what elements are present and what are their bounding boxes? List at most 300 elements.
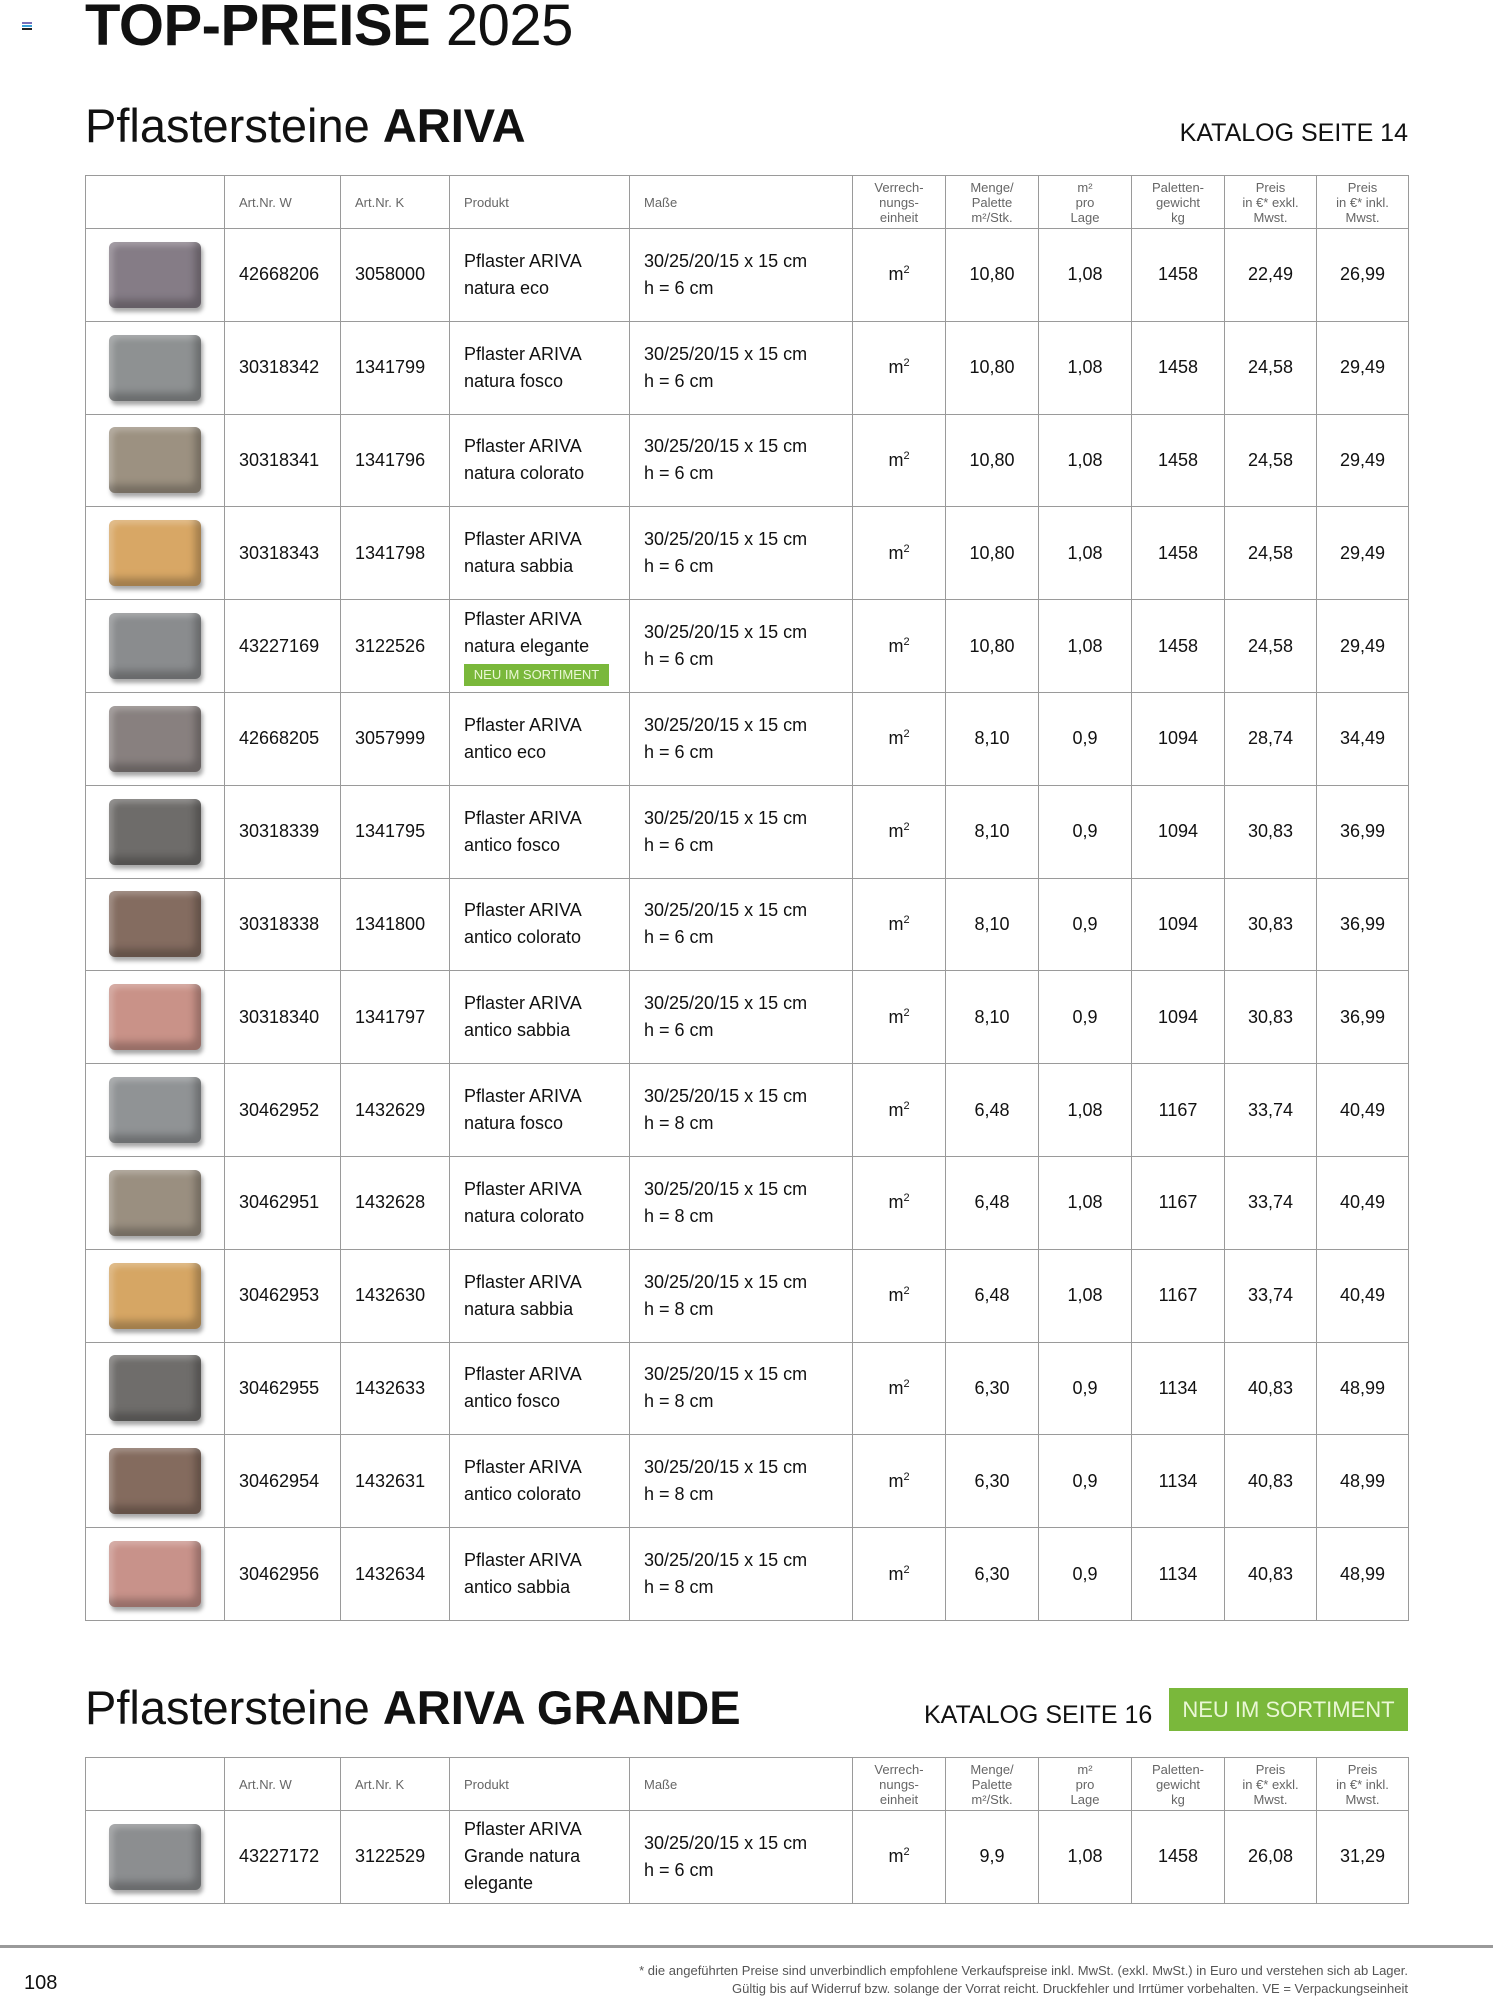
dimensions xyxy=(630,600,853,693)
price-excl-vat: 30,83 xyxy=(1225,971,1317,1064)
price-incl-vat: 36,99 xyxy=(1317,878,1409,971)
column-header: m² pro Lage xyxy=(1039,1758,1132,1811)
art-nr-w: 30462952 xyxy=(225,1064,341,1157)
product-line-2: natura colorato xyxy=(464,1205,585,1226)
price-incl-vat: 29,49 xyxy=(1317,321,1409,414)
unit: $m^2$ xyxy=(853,1811,946,1904)
product-line-2: antico eco xyxy=(464,741,547,762)
art-nr-k: 3057999 xyxy=(341,692,450,785)
price-excl-vat: 40,83 xyxy=(1225,1342,1317,1435)
product-line-1: Pflaster ARIVA xyxy=(464,529,582,550)
quantity-per-pallet: 6,30 xyxy=(946,1528,1039,1621)
page-title xyxy=(85,0,573,58)
column-header: Art.Nr. K xyxy=(341,176,450,229)
price-table-ariva-grande xyxy=(85,1757,1409,1904)
table-header xyxy=(86,176,1409,229)
footer-note-line-1: * die angeführten Preise sind unverbindlich empfohlene Verkaufspreise inkl. MwSt. (exkl. MwSt.) in Euro und verstehen sich ab Lager. xyxy=(639,1963,1408,1978)
product-name xyxy=(450,1156,630,1249)
table-row xyxy=(86,971,1409,1064)
dimensions-size: 30/25/20/15 x 15 cm xyxy=(644,993,808,1014)
column-header: Produkt xyxy=(450,1758,630,1811)
unit: $m^2$ xyxy=(853,1528,946,1621)
table-row xyxy=(86,1156,1409,1249)
m2-per-layer: 0,9 xyxy=(1039,785,1132,878)
art-nr-w: 30318341 xyxy=(225,414,341,507)
dimensions-height: h = 8 cm xyxy=(644,1113,714,1134)
product-line-3: elegante xyxy=(464,1873,534,1894)
dimensions xyxy=(630,1064,853,1157)
price-excl-vat: 33,74 xyxy=(1225,1064,1317,1157)
table-row xyxy=(86,600,1409,693)
paving-stone-image xyxy=(109,1077,201,1143)
unit: $m^2$ xyxy=(853,507,946,600)
product-name xyxy=(450,785,630,878)
price-excl-vat: 22,49 xyxy=(1225,229,1317,322)
table-row xyxy=(86,785,1409,878)
image-header xyxy=(86,176,225,229)
product-image-cell xyxy=(86,1811,225,1904)
art-nr-w: 30462956 xyxy=(225,1528,341,1621)
art-nr-k: 1341796 xyxy=(341,414,450,507)
quantity-per-pallet: 6,48 xyxy=(946,1249,1039,1342)
quantity-per-pallet: 6,48 xyxy=(946,1064,1039,1157)
m2-per-layer: 1,08 xyxy=(1039,1811,1132,1904)
unit: $m^2$ xyxy=(853,229,946,322)
column-header: m² pro Lage xyxy=(1039,176,1132,229)
quantity-per-pallet: 10,80 xyxy=(946,229,1039,322)
m2-per-layer: 1,08 xyxy=(1039,414,1132,507)
section-title-light: Pflastersteine xyxy=(85,1681,370,1734)
dimensions-height: h = 8 cm xyxy=(644,1391,714,1412)
art-nr-k: 1432630 xyxy=(341,1249,450,1342)
table-row xyxy=(86,1435,1409,1528)
product-line-1: Pflaster ARIVA xyxy=(464,1819,582,1840)
product-name xyxy=(450,229,630,322)
column-header: Maße xyxy=(630,176,853,229)
column-header: Produkt xyxy=(450,176,630,229)
dimensions-height: h = 8 cm xyxy=(644,1577,714,1598)
page-number: 108 xyxy=(24,1972,58,1994)
paving-stone-image xyxy=(109,1824,201,1890)
section-title-light: Pflastersteine xyxy=(85,99,370,152)
product-line-2: antico colorato xyxy=(464,927,582,948)
product-name xyxy=(450,878,630,971)
paving-stone-image xyxy=(109,706,201,772)
pallet-weight: 1134 xyxy=(1132,1435,1225,1528)
dimensions-height: h = 8 cm xyxy=(644,1484,714,1505)
product-line-2: natura fosco xyxy=(464,370,564,391)
art-nr-w: 30462955 xyxy=(225,1342,341,1435)
art-nr-w: 43227172 xyxy=(225,1811,341,1904)
table-row xyxy=(86,1528,1409,1621)
quantity-per-pallet: 10,80 xyxy=(946,600,1039,693)
dimensions-size: 30/25/20/15 x 15 cm xyxy=(644,343,808,364)
title-year: 2025 xyxy=(445,0,573,58)
price-incl-vat: 48,99 xyxy=(1317,1342,1409,1435)
price-incl-vat: 29,49 xyxy=(1317,414,1409,507)
product-image-cell xyxy=(86,785,225,878)
pallet-weight: 1458 xyxy=(1132,229,1225,322)
dimensions-height: h = 8 cm xyxy=(644,1298,714,1319)
dimensions-height: h = 6 cm xyxy=(644,277,714,298)
product-name xyxy=(450,600,630,693)
column-header: Art.Nr. K xyxy=(341,1758,450,1811)
dimensions xyxy=(630,321,853,414)
column-header: Verrech- nungs- einheit xyxy=(853,1758,946,1811)
price-incl-vat: 31,29 xyxy=(1317,1811,1409,1904)
dimensions xyxy=(630,1528,853,1621)
product-line-2: antico colorato xyxy=(464,1484,582,1505)
table-row xyxy=(86,1342,1409,1435)
dimensions xyxy=(630,1811,853,1904)
product-line-1: Pflaster ARIVA xyxy=(464,900,582,921)
dimensions-size: 30/25/20/15 x 15 cm xyxy=(644,714,808,735)
product-line-2: natura elegante xyxy=(464,635,590,656)
product-line-1: Pflaster ARIVA xyxy=(464,807,582,828)
art-nr-k: 1341798 xyxy=(341,507,450,600)
column-header: Verrech- nungs- einheit xyxy=(853,176,946,229)
dimensions-size: 30/25/20/15 x 15 cm xyxy=(644,622,808,643)
pallet-weight: 1167 xyxy=(1132,1249,1225,1342)
column-header: Art.Nr. W xyxy=(225,176,341,229)
pallet-weight: 1094 xyxy=(1132,971,1225,1064)
price-incl-vat: 34,49 xyxy=(1317,692,1409,785)
art-nr-k: 1432631 xyxy=(341,1435,450,1528)
dimensions-size: 30/25/20/15 x 15 cm xyxy=(644,1457,808,1478)
art-nr-k: 3122526 xyxy=(341,600,450,693)
unit: $m^2$ xyxy=(853,321,946,414)
product-name xyxy=(450,1249,630,1342)
product-line-1: Pflaster ARIVA xyxy=(464,1086,582,1107)
column-header: Paletten- gewicht kg xyxy=(1132,1758,1225,1811)
dimensions-size: 30/25/20/15 x 15 cm xyxy=(644,1271,808,1292)
product-image-cell xyxy=(86,971,225,1064)
product-image-cell xyxy=(86,1342,225,1435)
product-name xyxy=(450,1064,630,1157)
product-line-2: antico fosco xyxy=(464,1391,561,1412)
product-name xyxy=(450,1811,630,1904)
price-incl-vat: 36,99 xyxy=(1317,971,1409,1064)
dimensions-height: h = 6 cm xyxy=(644,370,714,391)
table-row xyxy=(86,692,1409,785)
paving-stone-image xyxy=(109,520,201,586)
art-nr-w: 30318340 xyxy=(225,971,341,1064)
quantity-per-pallet: 6,48 xyxy=(946,1156,1039,1249)
pallet-weight: 1094 xyxy=(1132,692,1225,785)
pallet-weight: 1134 xyxy=(1132,1342,1225,1435)
quantity-per-pallet: 8,10 xyxy=(946,878,1039,971)
dimensions-height: h = 6 cm xyxy=(644,649,714,670)
art-nr-w: 30462951 xyxy=(225,1156,341,1249)
dimensions-size: 30/25/20/15 x 15 cm xyxy=(644,436,808,457)
dimensions xyxy=(630,1435,853,1528)
pallet-weight: 1134 xyxy=(1132,1528,1225,1621)
menu-icon[interactable] xyxy=(22,22,32,32)
quantity-per-pallet: 9,9 xyxy=(946,1811,1039,1904)
footer-divider xyxy=(0,1945,1493,1948)
table-row xyxy=(86,1811,1409,1904)
product-name xyxy=(450,507,630,600)
unit: $m^2$ xyxy=(853,785,946,878)
price-incl-vat: 48,99 xyxy=(1317,1435,1409,1528)
product-image-cell xyxy=(86,878,225,971)
product-image-cell xyxy=(86,692,225,785)
art-nr-k: 1432628 xyxy=(341,1156,450,1249)
dimensions xyxy=(630,507,853,600)
product-line-1: Pflaster ARIVA xyxy=(464,608,582,629)
m2-per-layer: 1,08 xyxy=(1039,1249,1132,1342)
table-row xyxy=(86,878,1409,971)
price-incl-vat: 40,49 xyxy=(1317,1156,1409,1249)
dimensions xyxy=(630,971,853,1064)
product-line-1: Pflaster ARIVA xyxy=(464,250,582,271)
footer-note xyxy=(639,1962,1408,1998)
paving-stone-image xyxy=(109,1448,201,1514)
price-excl-vat: 40,83 xyxy=(1225,1435,1317,1528)
product-line-2: antico fosco xyxy=(464,834,561,855)
section-title-bold: ARIVA GRANDE xyxy=(382,1681,741,1734)
product-name xyxy=(450,971,630,1064)
art-nr-w: 30318339 xyxy=(225,785,341,878)
paving-stone-image xyxy=(109,335,201,401)
product-name xyxy=(450,1435,630,1528)
price-incl-vat: 29,49 xyxy=(1317,600,1409,693)
column-header: Maße xyxy=(630,1758,853,1811)
product-image-cell xyxy=(86,229,225,322)
art-nr-w: 43227169 xyxy=(225,600,341,693)
m2-per-layer: 1,08 xyxy=(1039,1064,1132,1157)
unit: $m^2$ xyxy=(853,878,946,971)
art-nr-w: 30318343 xyxy=(225,507,341,600)
quantity-per-pallet: 8,10 xyxy=(946,692,1039,785)
price-incl-vat: 40,49 xyxy=(1317,1249,1409,1342)
table-row xyxy=(86,507,1409,600)
pallet-weight: 1167 xyxy=(1132,1064,1225,1157)
product-line-1: Pflaster ARIVA xyxy=(464,714,582,735)
paving-stone-image xyxy=(109,1541,201,1607)
image-header xyxy=(86,1758,225,1811)
art-nr-k: 3058000 xyxy=(341,229,450,322)
m2-per-layer: 0,9 xyxy=(1039,692,1132,785)
art-nr-w: 42668206 xyxy=(225,229,341,322)
m2-per-layer: 1,08 xyxy=(1039,1156,1132,1249)
product-image-cell xyxy=(86,507,225,600)
table-row xyxy=(86,321,1409,414)
dimensions-size: 30/25/20/15 x 15 cm xyxy=(644,1832,808,1853)
column-header: Preis in €* exkl. Mwst. xyxy=(1225,176,1317,229)
column-header: Preis in €* exkl. Mwst. xyxy=(1225,1758,1317,1811)
product-image-cell xyxy=(86,321,225,414)
title-bold: TOP-PREISE xyxy=(85,0,431,58)
quantity-per-pallet: 8,10 xyxy=(946,785,1039,878)
art-nr-k: 3122529 xyxy=(341,1811,450,1904)
quantity-per-pallet: 6,30 xyxy=(946,1435,1039,1528)
dimensions-size: 30/25/20/15 x 15 cm xyxy=(644,1364,808,1385)
product-line-1: Pflaster ARIVA xyxy=(464,343,582,364)
price-incl-vat: 36,99 xyxy=(1317,785,1409,878)
paving-stone-image xyxy=(109,613,201,679)
art-nr-k: 1432634 xyxy=(341,1528,450,1621)
price-excl-vat: 30,83 xyxy=(1225,878,1317,971)
price-excl-vat: 30,83 xyxy=(1225,785,1317,878)
table-row xyxy=(86,229,1409,322)
product-image-cell xyxy=(86,1064,225,1157)
unit: $m^2$ xyxy=(853,971,946,1064)
dimensions xyxy=(630,1249,853,1342)
dimensions-size: 30/25/20/15 x 15 cm xyxy=(644,1086,808,1107)
pallet-weight: 1458 xyxy=(1132,321,1225,414)
paving-stone-image xyxy=(109,984,201,1050)
new-in-assortment-badge: NEU IM SORTIMENT xyxy=(1169,1688,1408,1731)
table-row xyxy=(86,414,1409,507)
product-image-cell xyxy=(86,1156,225,1249)
quantity-per-pallet: 10,80 xyxy=(946,321,1039,414)
product-line-2: antico sabbia xyxy=(464,1020,571,1041)
product-line-2: antico sabbia xyxy=(464,1577,571,1598)
dimensions-size: 30/25/20/15 x 15 cm xyxy=(644,1178,808,1199)
price-incl-vat: 29,49 xyxy=(1317,507,1409,600)
art-nr-k: 1341800 xyxy=(341,878,450,971)
price-excl-vat: 24,58 xyxy=(1225,600,1317,693)
m2-per-layer: 0,9 xyxy=(1039,1435,1132,1528)
product-line-2: natura fosco xyxy=(464,1113,564,1134)
unit: $m^2$ xyxy=(853,600,946,693)
dimensions xyxy=(630,1156,853,1249)
product-line-1: Pflaster ARIVA xyxy=(464,993,582,1014)
m2-per-layer: 1,08 xyxy=(1039,229,1132,322)
product-line-2: Grande natura xyxy=(464,1846,581,1867)
art-nr-w: 30318338 xyxy=(225,878,341,971)
pallet-weight: 1458 xyxy=(1132,600,1225,693)
art-nr-k: 1341797 xyxy=(341,971,450,1064)
price-excl-vat: 28,74 xyxy=(1225,692,1317,785)
section-title-ariva xyxy=(85,98,526,154)
quantity-per-pallet: 6,30 xyxy=(946,1342,1039,1435)
price-excl-vat: 24,58 xyxy=(1225,414,1317,507)
price-excl-vat: 33,74 xyxy=(1225,1156,1317,1249)
quantity-per-pallet: 10,80 xyxy=(946,414,1039,507)
art-nr-k: 1432629 xyxy=(341,1064,450,1157)
unit: $m^2$ xyxy=(853,1435,946,1528)
product-line-2: natura colorato xyxy=(464,463,585,484)
paving-stone-image xyxy=(109,1263,201,1329)
dimensions-height: h = 6 cm xyxy=(644,834,714,855)
dimensions-height: h = 8 cm xyxy=(644,1205,714,1226)
product-image-cell xyxy=(86,1435,225,1528)
price-incl-vat: 40,49 xyxy=(1317,1064,1409,1157)
dimensions-size: 30/25/20/15 x 15 cm xyxy=(644,250,808,271)
column-header: Paletten- gewicht kg xyxy=(1132,176,1225,229)
art-nr-k: 1341795 xyxy=(341,785,450,878)
price-excl-vat: 40,83 xyxy=(1225,1528,1317,1621)
price-table-ariva xyxy=(85,175,1409,1621)
table-row xyxy=(86,1249,1409,1342)
dimensions-size: 30/25/20/15 x 15 cm xyxy=(644,900,808,921)
product-image-cell xyxy=(86,1528,225,1621)
paving-stone-image xyxy=(109,799,201,865)
dimensions-height: h = 6 cm xyxy=(644,927,714,948)
product-line-1: Pflaster ARIVA xyxy=(464,1457,582,1478)
art-nr-w: 42668205 xyxy=(225,692,341,785)
column-header: Art.Nr. W xyxy=(225,1758,341,1811)
paving-stone-image xyxy=(109,1355,201,1421)
dimensions xyxy=(630,1342,853,1435)
dimensions xyxy=(630,785,853,878)
product-name xyxy=(450,692,630,785)
product-line-2: natura sabbia xyxy=(464,556,574,577)
art-nr-w: 30462953 xyxy=(225,1249,341,1342)
footer-note-line-2: Gültig bis auf Widerruf bzw. solange der Vorrat reicht. Druckfehler und Irrtümer vorbehalten. VE = Verpackungseinheit xyxy=(732,1981,1408,1996)
paving-stone-image xyxy=(109,242,201,308)
product-line-1: Pflaster ARIVA xyxy=(464,1364,582,1385)
product-name xyxy=(450,1342,630,1435)
price-incl-vat: 26,99 xyxy=(1317,229,1409,322)
pallet-weight: 1458 xyxy=(1132,507,1225,600)
pallet-weight: 1458 xyxy=(1132,1811,1225,1904)
pallet-weight: 1094 xyxy=(1132,785,1225,878)
m2-per-layer: 1,08 xyxy=(1039,507,1132,600)
pallet-weight: 1094 xyxy=(1132,878,1225,971)
unit: $m^2$ xyxy=(853,1064,946,1157)
paving-stone-image xyxy=(109,427,201,493)
m2-per-layer: 0,9 xyxy=(1039,878,1132,971)
katalog-page-16: KATALOG SEITE 16 xyxy=(924,1701,1153,1729)
dimensions-height: h = 6 cm xyxy=(644,556,714,577)
pallet-weight: 1458 xyxy=(1132,414,1225,507)
price-excl-vat: 33,74 xyxy=(1225,1249,1317,1342)
dimensions xyxy=(630,229,853,322)
m2-per-layer: 0,9 xyxy=(1039,971,1132,1064)
product-name xyxy=(450,1528,630,1621)
new-badge: NEU IM SORTIMENT xyxy=(464,664,609,686)
product-name xyxy=(450,321,630,414)
unit: $m^2$ xyxy=(853,1342,946,1435)
unit: $m^2$ xyxy=(853,1249,946,1342)
paving-stone-image xyxy=(109,1170,201,1236)
price-incl-vat: 48,99 xyxy=(1317,1528,1409,1621)
quantity-per-pallet: 8,10 xyxy=(946,971,1039,1064)
dimensions-size: 30/25/20/15 x 15 cm xyxy=(644,807,808,828)
price-excl-vat: 26,08 xyxy=(1225,1811,1317,1904)
dimensions xyxy=(630,878,853,971)
dimensions-height: h = 6 cm xyxy=(644,1859,714,1880)
column-header: Menge/ Palette m²/Stk. xyxy=(946,176,1039,229)
unit: $m^2$ xyxy=(853,692,946,785)
m2-per-layer: 1,08 xyxy=(1039,600,1132,693)
column-header: Preis in €* inkl. Mwst. xyxy=(1317,1758,1409,1811)
product-line-1: Pflaster ARIVA xyxy=(464,436,582,457)
table-row xyxy=(86,1064,1409,1157)
product-line-2: natura eco xyxy=(464,277,550,298)
section-title-ariva-grande xyxy=(85,1680,741,1736)
dimensions-height: h = 6 cm xyxy=(644,741,714,762)
art-nr-w: 30462954 xyxy=(225,1435,341,1528)
dimensions xyxy=(630,692,853,785)
m2-per-layer: 0,9 xyxy=(1039,1342,1132,1435)
product-name xyxy=(450,414,630,507)
unit: $m^2$ xyxy=(853,414,946,507)
product-line-1: Pflaster ARIVA xyxy=(464,1178,582,1199)
product-line-2: natura sabbia xyxy=(464,1298,574,1319)
pallet-weight: 1167 xyxy=(1132,1156,1225,1249)
product-image-cell xyxy=(86,1249,225,1342)
product-image-cell xyxy=(86,600,225,693)
dimensions xyxy=(630,414,853,507)
product-line-1: Pflaster ARIVA xyxy=(464,1271,582,1292)
m2-per-layer: 0,9 xyxy=(1039,1528,1132,1621)
price-excl-vat: 24,58 xyxy=(1225,321,1317,414)
unit: $m^2$ xyxy=(853,1156,946,1249)
